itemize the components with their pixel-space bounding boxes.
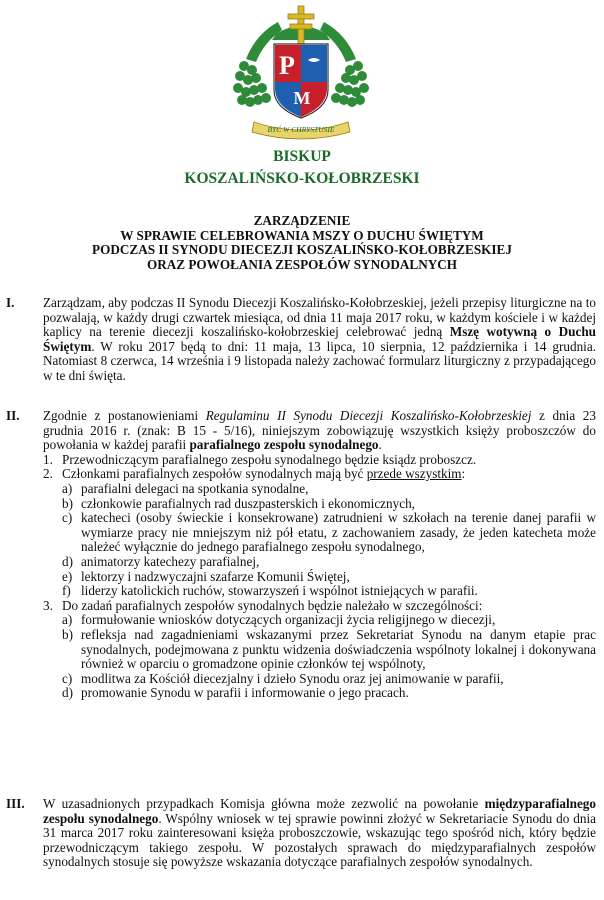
document-title (0, 214, 604, 272)
header-line-2: KOSZALIŃSKO-KOŁOBRZESKI (184, 170, 420, 187)
motto-text: BYĆ W CHRYSTUSIE (267, 125, 335, 134)
section-3-number: III. (6, 796, 25, 811)
sub-item: a) parafialni delegaci na spotkania synodalne, (62, 480, 309, 496)
section-3 (6, 797, 596, 870)
coat-of-arms (226, 4, 376, 140)
section-1-number: I. (6, 295, 15, 310)
title-line-4: ORAZ POWOŁANIA ZESPOŁÓW SYNODALNYCH (146, 256, 458, 272)
section-2-intro: Zgodnie z postanowieniami Regulaminu II Synodu Diecezji Koszalińsko-Kołobrzeskiej z dnia 23 grudnia 2016 r. (znak: B 15 - 5/16), niniejszym zobowiązuję wszystkich księży proboszczów do powołania w każdej parafii parafialnego zespołu synodalnego. (43, 408, 596, 453)
section-2-body (43, 409, 596, 701)
list-item: 2. Członkami parafialnych zespołów synodalnych mają być przede wszystkim: (43, 466, 466, 482)
section-2-number: II. (6, 408, 20, 423)
motto-ribbon (252, 122, 350, 139)
title-line-2: W SPRAWIE CELEBROWANIA MSZY O DUCHU ŚWIĘTYM (120, 227, 484, 243)
sub-item: f) liderzy katolickich ruchów, stowarzyszeń i wspólnot istniejących w parafii. (62, 583, 478, 599)
section-2 (6, 409, 596, 701)
sub-item: c) modlitwa za Kościół diecezjalny i dzieło Synodu oraz jej animowanie w parafii, (62, 670, 504, 686)
sub-item: b) członkowie parafialnych rad duszpasterskich i ekonomicznych, (62, 495, 415, 511)
shield (274, 44, 328, 118)
list-item: 1. Przewodniczącym parafialnego zespołu synodalnego będzie ksiądz proboszcz. (43, 451, 477, 467)
section-1-text: Zarządzam, aby podczas II Synodu Diecezji Koszalińsko-Kołobrzeskiej, jeżeli przepisy liturgiczne na to pozwalają, w każdy drugi czwartek miesiąca, od dnia 11 maja 2017 roku, w każdym kościele i w każdej kaplicy na terenie diecezji koszalińsko-kołobrzeskiej celebrować jedną Mszę wotywną o Duchu Świętym. W roku 2017 będą to dni: 11 maja, 13 lipca, 10 sierpnia, 12 października i 14 grudnia. Natomiast 8 czerwca, 14 września i 9 listopada należy zachować formularz liturgiczny z przypadającego w te dni święta. (43, 295, 596, 383)
sub-item: b) refleksja nad zagadnieniami wskazanymi przez Sekretariat Synodu na danym etapie prac synodalnych, podejmowana z punktu widzenia doświadczenia wspólnoty lokalnej i dokonywana również w oparciu o gromadzone opinie członków tej wspólnoty, (62, 626, 596, 672)
header-line-1: BISKUP (273, 148, 331, 165)
section-3-text: W uzasadnionych przypadkach Komisja główna może zezwolić na powołanie międzyparafialnego zespołu synodalnego. Wspólny wniosek w tej sprawie powinni złożyć w Sekretariacie Synodu do dnia 31 marca 2017 roku zainteresowani księża proboszczowie, wskazując tego spośród nich, który będzie przewodniczącym takiego zespołu. W pozostałych sprawach do międzyparafialnych zespołów synodalnych stosuje się powyższe wskazania dotyczące parafialnych zespołów synodalnych. (43, 796, 597, 870)
sub-item: a) formułowanie wniosków dotyczących organizacji życia religijnego w diecezji, (62, 612, 496, 628)
title-line-1: ZARZĄDZENIE (253, 213, 351, 228)
title-line-3: PODCZAS II SYNODU DIECEZJI KOSZALIŃSKO-KOŁOBRZESKIEJ (92, 242, 512, 258)
list-item: 3. Do zadań parafialnych zespołów synodalnych będzie należało w szczególności: (43, 597, 483, 613)
section-1 (6, 296, 596, 384)
svg-text:P: P (279, 51, 295, 80)
sub-item: c) katecheci (osoby świeckie i konsekrowane) zatrudnieni w szkołach na terenie danej parafii w wymiarze pracy nie mniejszym niż pół etatu, z zachowaniem zasady, że jeden katecheta może należeć wyłącznie do jednego parafialnego zespołu synodalnego, (62, 510, 596, 555)
sub-item: e) lektorzy i nadzwyczajni szafarze Komunii Świętej, (62, 568, 350, 584)
sub-item: d) animatorzy katechezy parafialnej, (62, 553, 260, 569)
sub-item: d) promowanie Synodu w parafii i informowanie o jego pracach. (62, 685, 409, 701)
svg-text:M: M (293, 88, 311, 108)
